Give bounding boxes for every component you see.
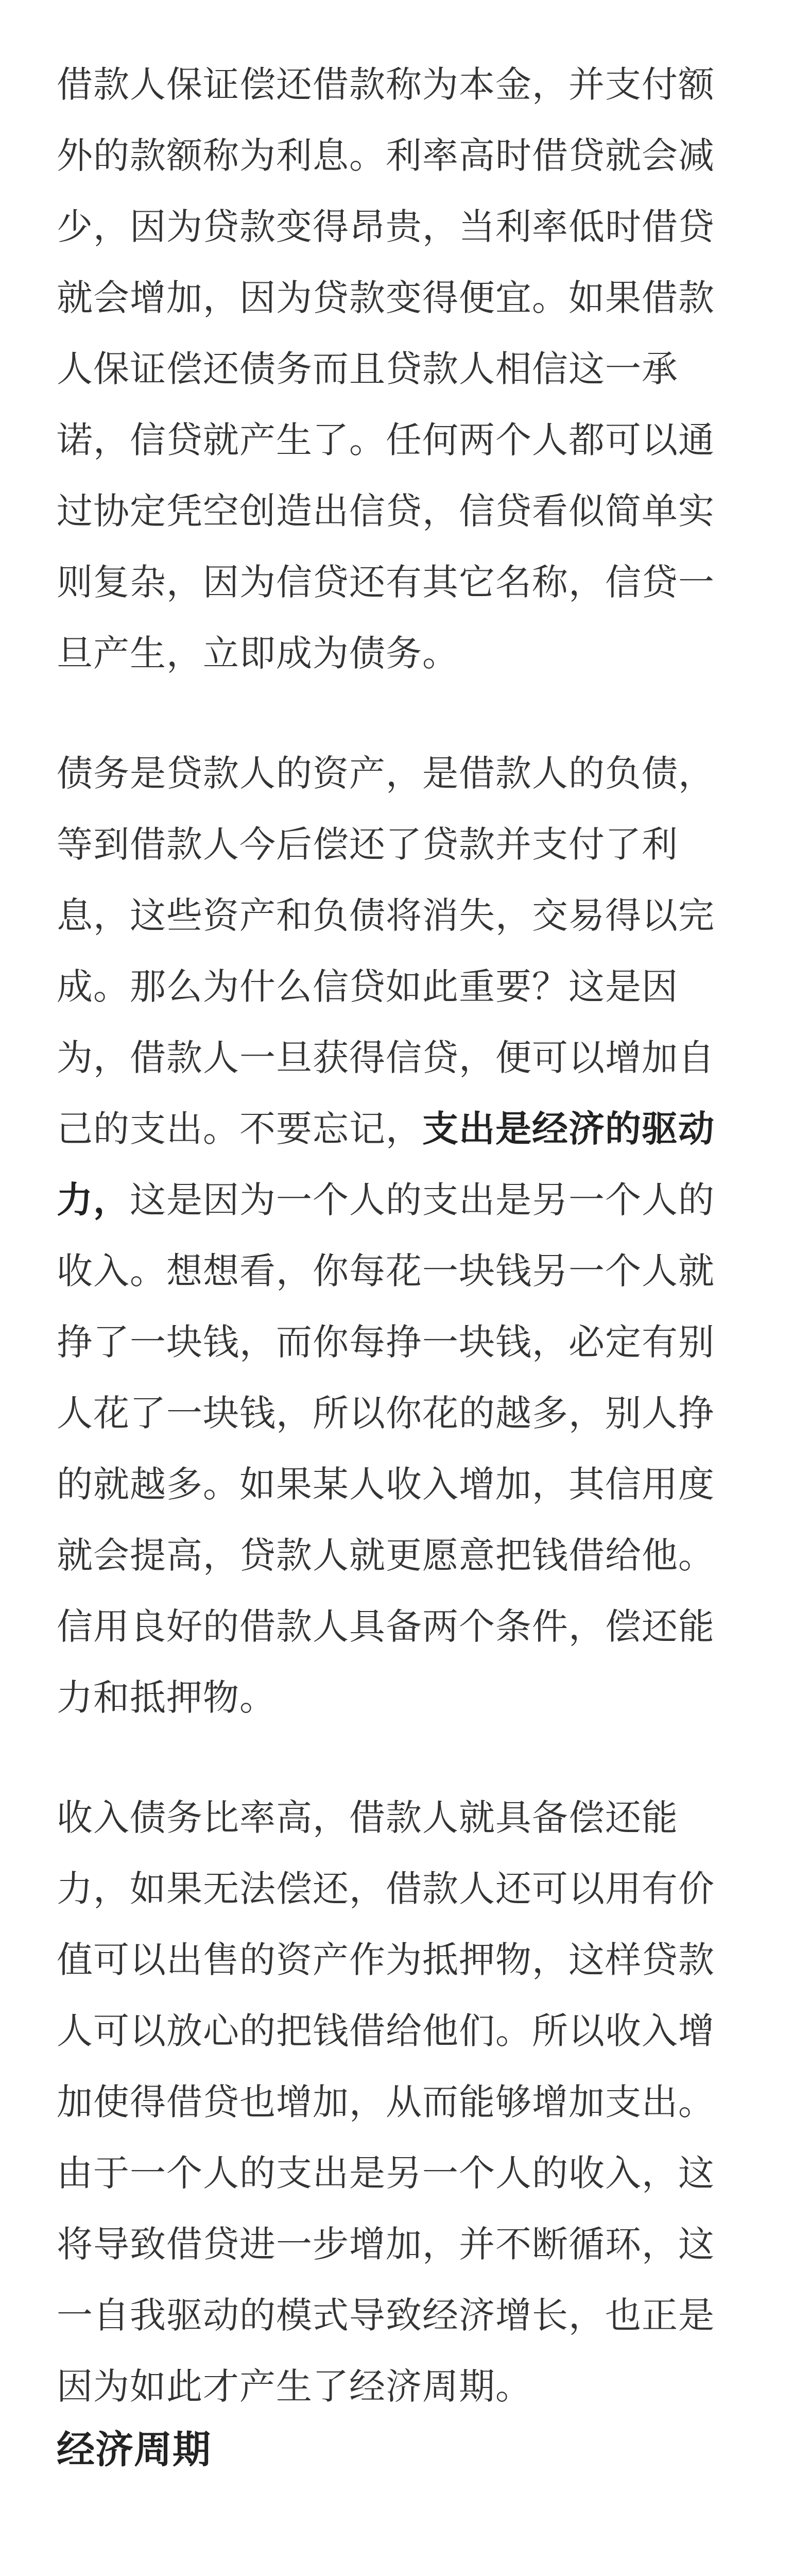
paragraph-credit-definition — [57, 49, 736, 689]
paragraph-economic-growth — [57, 1782, 736, 2422]
paragraph-2-text-end: 这是因为一个人的支出是另一个人的收入。想想看，你每花一块钱另一个人就挣了一块钱，而你每挣一块钱，必定有别人花了一块钱，所以你花的越多，别人挣的就越多。如果某人收入增加，其信用度就会提高，贷款人就更愿意把钱借给他。信用良好的借款人具备两个条件，偿还能力和抵押物。 — [57, 1179, 715, 1719]
paragraph-2-text-start: 债务是贷款人的资产，是借款人的负债，等到借款人今后偿还了贷款并支付了利息，这些资产和负债将消失，交易得以完成。那么为什么信贷如此重要？这是因为，借款人一旦获得信贷，便可以增加自己的支出。不要忘记， — [57, 752, 715, 1150]
section-heading-economic-cycle: 经济周期 — [57, 2428, 211, 2472]
paragraph-3-text: 收入债务比率高，借款人就具备偿还能力，如果无法偿还，借款人还可以用有价值可以出售的资产作为抵押物，这样贷款人可以放心的把钱借给他们。所以收入增加使得借贷也增加，从而能够增加支出。由于一个人的支出是另一个人的收入，这将导致借贷进一步增加，并不断循环，这一自我驱动的模式导致经济增长，也正是因为如此才产生了经济周期。 — [57, 1797, 715, 2408]
emphasized-phrase: 支出是经济的驱动力， — [57, 1108, 715, 1221]
paragraph-1-text: 借款人保证偿还借款称为本金，并支付额外的款额称为利息。利率高时借贷就会减少，因为贷款变得昂贵，当利率低时借贷就会增加，因为贷款变得便宜。如果借款人保证偿还债务而且贷款人相信这一承诺，信贷就产生了。任何两个人都可以通过协定凭空创造出信贷，信贷看似简单实则复杂，因为信贷还有其它名称，信贷一旦产生，立即成为债务。 — [57, 63, 715, 674]
paragraph-credit-importance — [57, 738, 736, 1733]
article-body — [57, 49, 736, 2422]
